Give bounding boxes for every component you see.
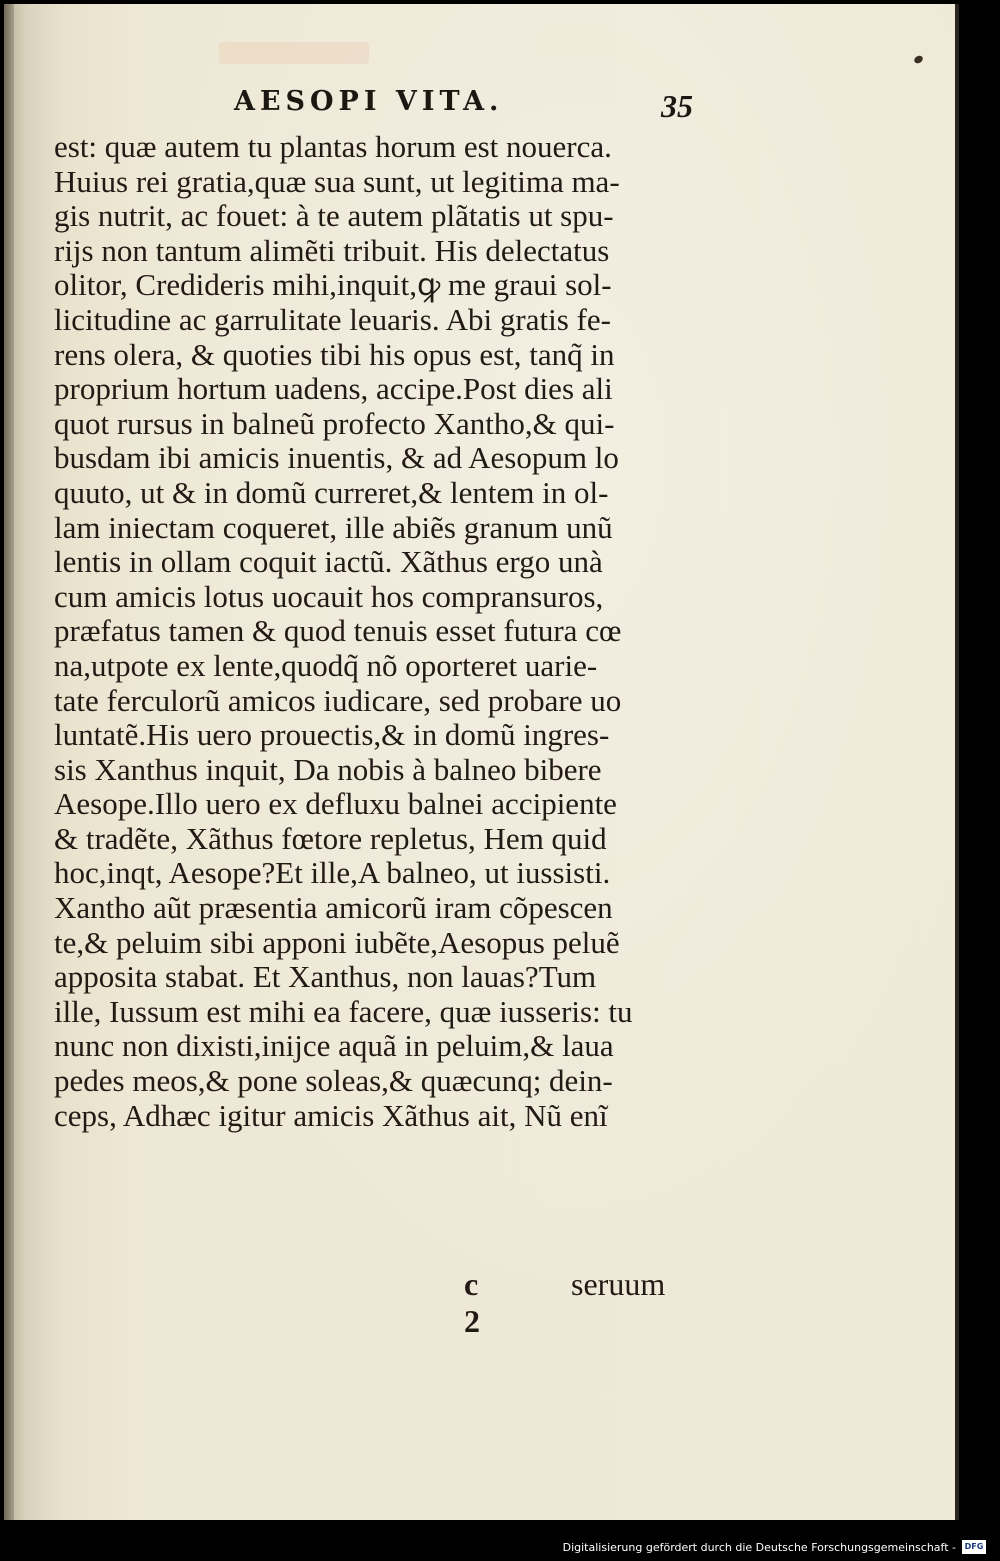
text-line: præfatus tamen & quod tenuis esset futura cœ bbox=[54, 613, 622, 649]
catchword: seruum bbox=[571, 1266, 666, 1302]
text-line: est: quæ autem tu plantas horum est nouerca. bbox=[54, 129, 612, 164]
text-line: lentis in ollam coquit iactũ. Xãthus ergo unà bbox=[54, 544, 603, 580]
text-line: sis Xanthus inquit, Da nobis à balneo bibere bbox=[54, 751, 602, 787]
text-line: proprium hortum uadens, accipe.Post dies ali bbox=[54, 371, 613, 407]
text-line: pedes meos,& pone soleas,& quæcunq; dein- bbox=[54, 1063, 613, 1099]
book-page bbox=[4, 4, 959, 1520]
text-line: ceps, Adhæc igitur amicis Xãthus ait, Nũ enĩ bbox=[54, 1097, 608, 1133]
text-line: rens olera, & quoties tibi his opus est, tanq̃ in bbox=[54, 336, 615, 372]
text-line: luntatẽ.His uero prouectis,& in domũ ingres- bbox=[54, 717, 610, 753]
faint-stamp-mark bbox=[219, 42, 369, 64]
text-line: quot rursus in balneũ profecto Xantho,& qui- bbox=[54, 405, 615, 441]
text-line: lam iniectam coqueret, ille abiẽs granum unũ bbox=[54, 509, 613, 545]
dfg-logo: DFG bbox=[962, 1540, 986, 1554]
text-line: Aesope.Illo uero ex defluxu balnei accipiente bbox=[54, 786, 617, 822]
text-line: te,& peluim sibi apponi iubẽte,Aesopus peluẽ bbox=[54, 924, 620, 960]
text-line: quuto, ut & in domũ curreret,& lentem in ol- bbox=[54, 474, 609, 510]
text-line: olitor, Credideris mihi,inquit,ꝙ me graui sol- bbox=[54, 267, 612, 303]
text-line: & tradẽte, Xãthus fœtore repletus, Hem quid bbox=[54, 820, 607, 856]
text-line: rijs non tantum alimẽti tribuit. His delectatus bbox=[54, 232, 610, 268]
text-line: na,utpote ex lente,quodq̃ nõ oporteret uarie- bbox=[54, 647, 598, 683]
text-line: hoc,inqt, Aesope?Et ille,A balneo, ut iussisti. bbox=[54, 855, 611, 891]
spine-shadow bbox=[4, 4, 14, 1520]
text-line: apposita stabat. Et Xanthus, non lauas?Tum bbox=[54, 959, 597, 995]
text-line: tate ferculorũ amicos iudicare, sed probare uo bbox=[54, 682, 622, 718]
text-line: gis nutrit, ac fouet: à te autem plãtatis ut spu- bbox=[54, 198, 614, 234]
text-line: Huius rei gratia,quæ sua sunt, ut legitima ma- bbox=[54, 163, 620, 199]
signature-mark: c 2 bbox=[464, 1266, 480, 1339]
ink-spot bbox=[913, 54, 924, 65]
text-line: cum amicis lotus uocauit hos compransuros, bbox=[54, 578, 604, 614]
text-line: licitudine ac garrulitate leuaris. Abi gratis fe- bbox=[54, 301, 611, 337]
text-line: nunc non dixisti,inijce aquã in peluim,& laua bbox=[54, 1028, 614, 1064]
text-line: Xantho aũt præsentia amicorũ iram cõpescen bbox=[54, 890, 613, 926]
digitization-credit: Digitalisierung gefördert durch die Deutsche Forschungsgemeinschaft - bbox=[562, 1541, 956, 1554]
page-number: 35 bbox=[661, 88, 693, 124]
running-head: AESOPI VITA. bbox=[234, 86, 504, 117]
text-line: busdam ibi amicis inuentis, & ad Aesopum lo bbox=[54, 440, 619, 476]
body-text bbox=[54, 130, 714, 1133]
text-line: ille, Iussum est mihi ea facere, quæ iusseris: tu bbox=[54, 993, 633, 1029]
